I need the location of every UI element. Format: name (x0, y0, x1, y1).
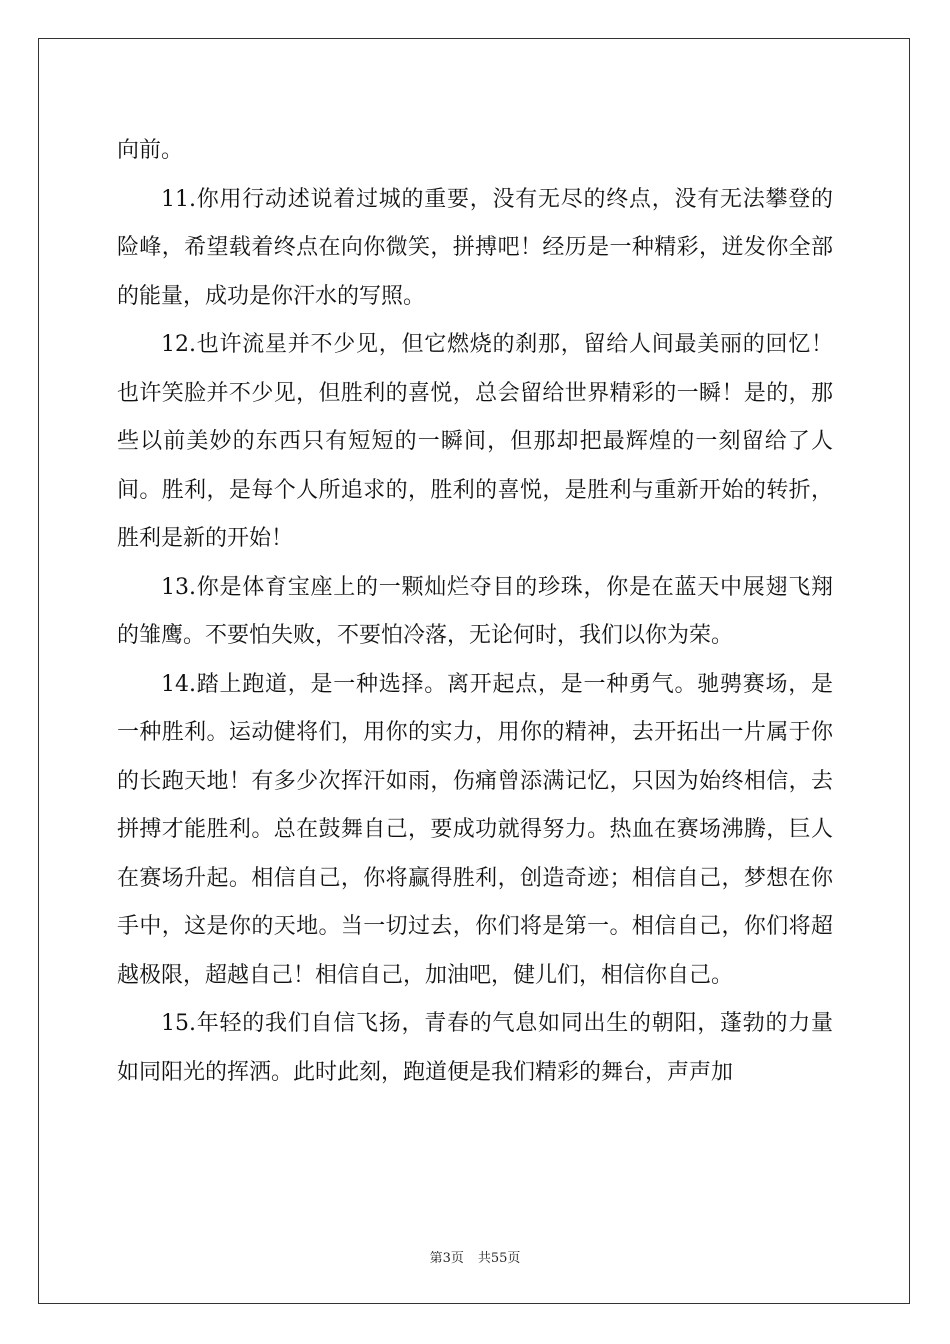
page-total: 共55页 (477, 1251, 521, 1266)
paragraph: 11.你用行动述说着过城的重要，没有无尽的终点，没有无法攀登的险峰，希望载着终点在向你微笑，拼搏吧！经历是一种精彩，迸发你全部的能量，成功是你汗水的写照。 (117, 186, 833, 309)
page-footer (0, 1247, 950, 1266)
paragraph: 12.也许流星并不少见，但它燃烧的刹那，留给人间最美丽的回忆！也许笑脸并不少见，但胜利的喜悦，总会留给世界精彩的一瞬！是的，那些以前美妙的东西只有短短的一瞬间，但那却把最辉煌的一刻留给了人间。胜利，是每个人所追求的，胜利的喜悦，是胜利与重新开始的转折，胜利是新的开始！ (117, 332, 833, 551)
paragraph: 15.年轻的我们自信飞扬，青春的气息如同出生的朝阳，蓬勃的力量如同阳光的挥洒。此时此刻，跑道便是我们精彩的舞台，声声加 (117, 1011, 833, 1085)
paragraph: 13.你是体育宝座上的一颗灿烂夺目的珍珠，你是在蓝天中展翅飞翔的雏鹰。不要怕失败，不要怕冷落，无论何时，我们以你为荣。 (117, 574, 833, 648)
document-body (117, 127, 833, 1097)
page-number: 第3页 (429, 1251, 464, 1266)
paragraph: 向前。 (117, 138, 184, 163)
paragraph: 14.踏上跑道，是一种选择。离开起点，是一种勇气。驰骋赛场，是一种胜利。运动健将们，用你的实力，用你的精神，去开拓出一片属于你的长跑天地！有多少次挥汗如雨，伤痛曾添满记忆，只因为始终相信，去拼搏才能胜利。总在鼓舞自己，要成功就得努力。热血在赛场沸腾，巨人在赛场升起。相信自己，你将赢得胜利，创造奇迹；相信自己，梦想在你手中，这是你的天地。当一切过去，你们将是第一。相信自己，你们将超越极限，超越自己！相信自己，加油吧，健儿们，相信你自己。 (117, 671, 833, 988)
